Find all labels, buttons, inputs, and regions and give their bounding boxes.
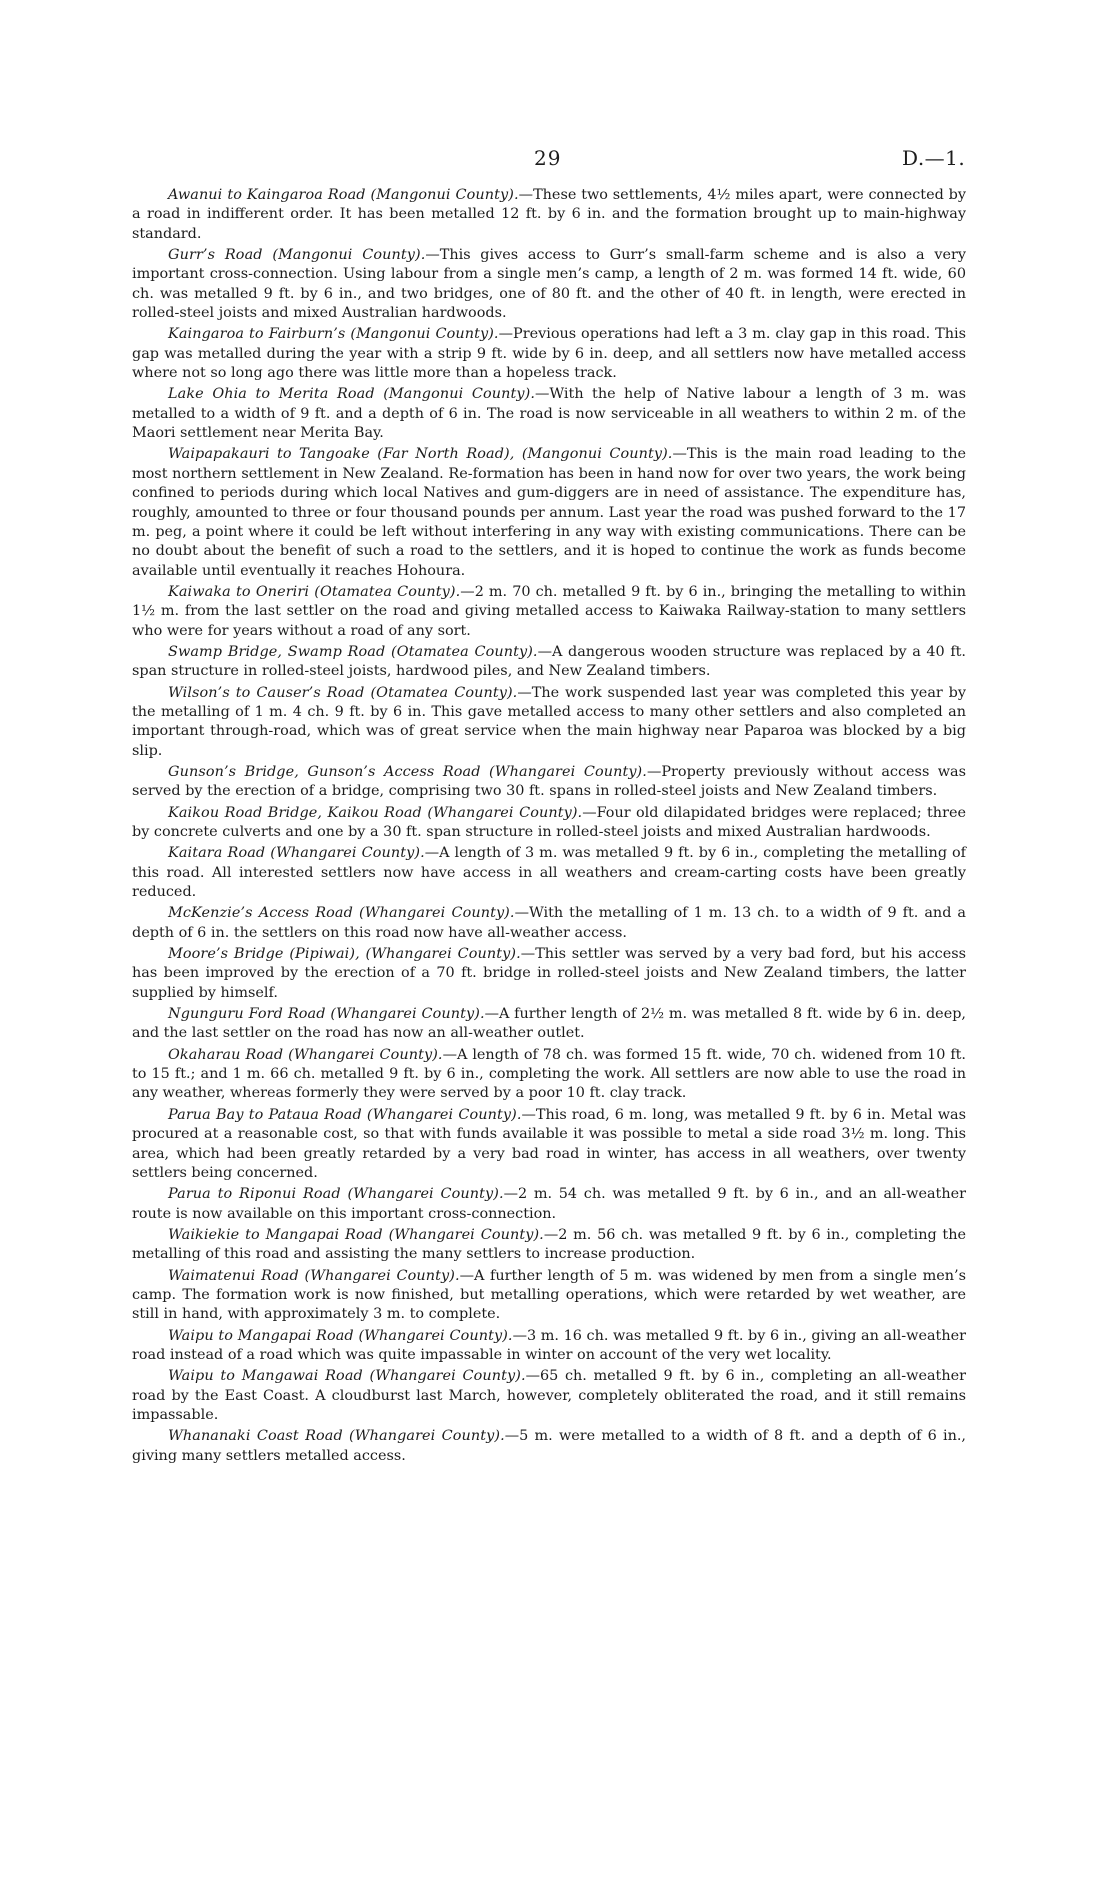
entry-title: Waikiekie to Mangapai Road (Whangarei County). (168, 1226, 544, 1243)
entry-title: Parua to Riponui Road (Whangarei County). (168, 1186, 504, 1203)
entry-text: —The work suspended last year was completed this year by the metalling of 1 m. 4 ch. 9 ft. by 6 in. This gave metalled access to many other settlers and also completed an important through-road, which was of great service when the main highway near Paparoa was blocked by a big slip. (132, 684, 966, 759)
entry-title: Waimatenui Road (Whangarei County). (168, 1267, 460, 1284)
road-entry (132, 1185, 966, 1224)
road-entry (132, 1106, 966, 1183)
entry-title: Okaharau Road (Whangarei County). (168, 1046, 443, 1063)
road-entry (132, 385, 966, 443)
road-entry (132, 445, 966, 580)
road-entry (132, 583, 966, 641)
entry-text: —2 m. 56 ch. was metalled 9 ft. by 6 in., completing the metalling of this road and assisting the many settlers to increase production. (132, 1226, 966, 1263)
page-header (0, 146, 1114, 176)
entry-title: Swamp Bridge, Swamp Road (Otamatea County). (168, 643, 538, 660)
entry-title: Lake Ohia to Merita Road (Mangonui County). (168, 386, 535, 403)
document-body (132, 186, 966, 1466)
road-entry (132, 804, 966, 843)
entry-title: Ngunguru Ford Road (Whangarei County). (168, 1006, 485, 1023)
entry-text: —2 m. 70 ch. metalled 9 ft. by 6 in., bringing the metalling to within 1½ m. from the last settler on the road and giving metalled access to Kaiwaka Railway-station to many settlers who were for years without a road of any sort. (132, 583, 966, 639)
road-entry (132, 186, 966, 244)
road-entry (132, 1226, 966, 1265)
entry-text: —Previous operations had left a 3 m. clay gap in this road. This gap was metalled during the year with a strip 9 ft. wide by 6 in. deep, and all settlers now have metalled access where not so long ago there was little more than a hopeless track. (132, 326, 966, 382)
entry-text: —This settler was served by a very bad ford, but his access has been improved by the erection of a 70 ft. bridge in rolled-steel joists and New Zealand timbers, the latter supplied by himself. (132, 946, 966, 1001)
road-entry (132, 1367, 966, 1425)
entry-title: Kaiwaka to Oneriri (Otamatea County). (168, 583, 461, 600)
entry-title: Waipu to Mangapai Road (Whangarei County). (168, 1327, 513, 1344)
entry-title: Gurr’s Road (Mangonui County). (168, 247, 426, 264)
road-entry (132, 844, 966, 902)
entry-title: Whananaki Coast Road (Whangarei County). (168, 1428, 505, 1445)
entry-text: —65 ch. metalled 9 ft. by 6 in., completing an all-weather road by the East Coast. A cloudburst last March, however, completely obliterated the road, and it still remains impassable. (132, 1368, 966, 1423)
road-entry (132, 1046, 966, 1104)
entry-title: McKenzie’s Access Road (Whangarei County). (168, 905, 515, 922)
document-reference: D.—1. (902, 146, 966, 170)
road-entry (132, 246, 966, 323)
entry-text: —2 m. 54 ch. was metalled 9 ft. by 6 in., and an all-weather route is now available on this important cross-connection. (132, 1186, 966, 1222)
page-number: 29 (534, 146, 562, 170)
entry-text: —These two settlements, 4½ miles apart, were connected by a road in indifferent order. It has been metalled 12 ft. by 6 in. and the formation brought up to main-highway standard. (132, 187, 966, 242)
entry-text: —3 m. 16 ch. was metalled 9 ft. by 6 in., giving an all-weather road instead of a road which was quite impassable in winter on account of the very wet locality. (132, 1327, 966, 1363)
entry-title: Gunson’s Bridge, Gunson’s Access Road (Whangarei County). (168, 763, 647, 780)
entry-title: Waipapakauri to Tangoake (Far North Road), (Mangonui County). (168, 446, 673, 463)
road-entry (132, 643, 966, 682)
entry-text: —A dangerous wooden structure was replaced by a 40 ft. span structure in rolled-steel joists, hardwood piles, and New Zealand timbers. (132, 643, 967, 680)
entry-title: Moore’s Bridge (Pipiwai), (Whangarei County). (168, 946, 521, 963)
entry-text: —A length of 3 m. was metalled 9 ft. by 6 in., completing the metalling of this road. All interested settlers now have access in all weathers and cream-carting costs have been greatly reduced. (132, 845, 966, 901)
road-entry (132, 1427, 966, 1466)
entry-text: —A length of 78 ch. was formed 15 ft. wide, 70 ch. widened from 10 ft. to 15 ft.; and 1 m. 66 ch. metalled 9 ft. by 6 in., completing the work. All settlers are now able to use the road in any weather, whereas formerly they were served by a poor 10 ft. clay track. (132, 1046, 967, 1102)
entry-text: —This road, 6 m. long, was metalled 9 ft. by 6 in. Metal was procured at a reasonable cost, so that with funds available it was possible to metal a side road 3½ m. long. This area, which had been greatly retarded by a very bad road in winter, has access in all weathers, over twenty settlers being concerned. (132, 1106, 966, 1181)
entry-text: —This is the main road leading to the most northern settlement in New Zealand. Re-formation has been in hand now for over two years, the work being confined to periods during which local Natives and gum-diggers are in need of assistance. The expenditure has, roughly, amounted to three or four thousand pounds per annum. Last year the road was pushed forward to the 17 m. peg, a point where it could be left without interfering in any way with existing communications. There can be no doubt about the benefit of such a road to the settlers, and it is hoped to continue the work as funds become available until eventually it reaches Hohoura. (132, 446, 967, 579)
entry-title: Kaikou Road Bridge, Kaikou Road (Whangarei County). (168, 804, 583, 821)
road-entry (132, 684, 966, 761)
entry-text: —5 m. were metalled to a width of 8 ft. and a depth of 6 in., giving many settlers metalled access. (132, 1428, 966, 1464)
entry-title: Parua Bay to Pataua Road (Whangarei County). (168, 1106, 522, 1123)
entry-text: —Property previously without access was served by the erection of a bridge, comprising two 30 ft. spans in rolled-steel joists and New Zealand timbers. (132, 763, 966, 800)
entry-text: —With the metalling of 1 m. 13 ch. to a width of 9 ft. and a depth of 6 in. the settlers on this road now have all-weather access. (132, 905, 967, 941)
road-entry (132, 1327, 966, 1366)
entry-title: Wilson’s to Causer’s Road (Otamatea County). (168, 684, 518, 701)
entry-title: Waipu to Mangawai Road (Whangarei County). (168, 1368, 526, 1385)
entry-title: Kaingaroa to Fairburn’s (Mangonui County). (168, 326, 499, 343)
entry-title: Awanui to Kaingaroa Road (Mangonui County). (168, 187, 519, 203)
road-entry (132, 945, 966, 1003)
entry-text: —A further length of 2½ m. was metalled 8 ft. wide by 6 in. deep, and the last settler on the road has now an all-weather outlet. (132, 1006, 966, 1042)
road-entry (132, 1005, 966, 1044)
road-entry (132, 325, 966, 383)
entry-title: Kaitara Road (Whangarei County). (168, 845, 425, 862)
road-entry (132, 763, 966, 802)
entry-text: —This gives access to Gurr’s small-farm scheme and is also a very important cross-connection. Using labour from a single men’s camp, a length of 2 m. was formed 14 ft. wide, 60 ch. was metalled 9 ft. by 6 in., and two bridges, one of 80 ft. and the other of 40 ft. in length, were erected in rolled-steel joists and mixed Australian hardwoods. (132, 247, 966, 322)
entry-text: —With the help of Native labour a length of 3 m. was metalled to a width of 9 ft. and a depth of 6 in. The road is now serviceable in all weathers to within 2 m. of the Maori settlement near Merita Bay. (132, 386, 966, 442)
entry-text: —A further length of 5 m. was widened by men from a single men’s camp. The formation work is now finished, but metalling operations, which were retarded by wet weather, are still in hand, with approximately 3 m. to complete. (132, 1267, 966, 1323)
road-entry (132, 1267, 966, 1325)
entry-text: —Four old dilapidated bridges were replaced; three by concrete culverts and one by a 30 ft. span structure in rolled-steel joists and mixed Australian hardwoods. (132, 804, 966, 840)
road-entry (132, 904, 966, 943)
